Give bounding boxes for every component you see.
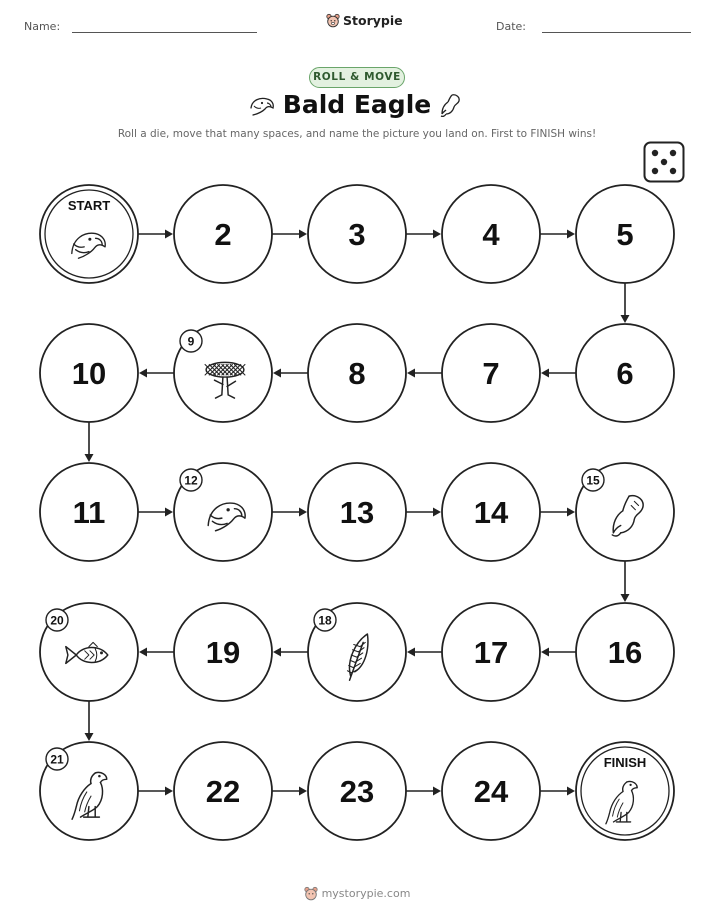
board-space <box>442 603 540 701</box>
path-arrow <box>139 648 174 657</box>
path-arrow <box>138 230 173 239</box>
board-space <box>40 324 138 422</box>
space-number: 13 <box>339 495 375 530</box>
board-space <box>308 603 406 701</box>
space-number: 8 <box>348 356 366 391</box>
space-number: 16 <box>607 635 643 670</box>
space-number: 3 <box>348 217 366 252</box>
path-arrow <box>272 787 307 796</box>
path-arrow <box>540 230 575 239</box>
space-number-badge <box>180 330 202 352</box>
space-number: 23 <box>339 774 375 809</box>
space-number-badge <box>46 609 68 631</box>
path-arrow <box>139 369 174 378</box>
board-space <box>442 463 540 561</box>
finish-space <box>576 742 674 840</box>
path-arrow <box>406 230 441 239</box>
space-number: 11 <box>72 495 106 530</box>
board-space <box>174 185 272 283</box>
board-space <box>174 324 272 422</box>
space-number: 7 <box>482 356 500 391</box>
path-arrow <box>407 648 442 657</box>
name-label: Name: <box>24 20 61 33</box>
board-space <box>174 742 272 840</box>
board-space <box>174 463 272 561</box>
path-arrow <box>138 787 173 796</box>
space-number: 19 <box>205 635 241 670</box>
space-number-badge <box>46 748 68 770</box>
space-number: 5 <box>616 217 634 252</box>
path-arrow <box>541 648 576 657</box>
board-space <box>174 603 272 701</box>
board-space <box>576 185 674 283</box>
space-number: 18 <box>318 613 332 628</box>
board-space <box>40 603 138 701</box>
board-space <box>442 185 540 283</box>
path-arrow <box>273 648 308 657</box>
board-space <box>442 324 540 422</box>
board-space <box>308 742 406 840</box>
space-number: 2 <box>214 217 232 252</box>
path-arrow <box>272 508 307 517</box>
board-space <box>308 185 406 283</box>
board-space <box>40 742 138 840</box>
board-space <box>576 603 674 701</box>
path-arrow <box>85 422 94 462</box>
space-number: 6 <box>616 356 634 391</box>
path-arrow <box>406 508 441 517</box>
path-arrow <box>621 283 630 323</box>
space-number: 15 <box>586 473 600 488</box>
path-arrow <box>540 508 575 517</box>
board-space <box>308 463 406 561</box>
brand-name: Storypie <box>343 13 403 28</box>
start-space <box>40 185 138 283</box>
instructions: Roll a die, move that many spaces, and name the picture you land on. First to FINISH wins! <box>117 128 597 140</box>
path-arrow <box>273 369 308 378</box>
board-space <box>442 742 540 840</box>
board-space <box>308 324 406 422</box>
path-arrow <box>407 369 442 378</box>
path-arrow <box>138 508 173 517</box>
space-number: 21 <box>50 752 64 767</box>
path-arrow <box>541 369 576 378</box>
board-space <box>40 463 138 561</box>
space-number-badge <box>314 609 336 631</box>
space-label: FINISH <box>603 755 647 770</box>
space-number: 10 <box>71 356 107 391</box>
board-space <box>576 324 674 422</box>
space-number: 17 <box>473 635 509 670</box>
game-type-badge: ROLL & MOVE <box>309 67 405 88</box>
space-number: 24 <box>473 774 509 809</box>
space-number-badge <box>180 469 202 491</box>
space-number: 4 <box>482 217 500 252</box>
footer <box>0 886 714 901</box>
path-arrow <box>621 561 630 602</box>
space-number-badge <box>582 469 604 491</box>
board-space <box>576 463 674 561</box>
space-number: 22 <box>205 774 241 809</box>
page-title: Bald Eagle <box>282 90 432 119</box>
path-arrow <box>540 787 575 796</box>
date-label: Date: <box>496 20 526 33</box>
space-label: START <box>67 198 111 213</box>
path-arrow <box>85 701 94 741</box>
path-arrow <box>406 787 441 796</box>
space-number: 14 <box>473 495 509 530</box>
footer-url[interactable]: mystorypie.com <box>321 887 411 900</box>
space-number: 20 <box>50 613 64 628</box>
space-number: 12 <box>184 473 198 488</box>
space-number: 9 <box>187 334 195 349</box>
bear-icon <box>304 886 318 901</box>
path-arrow <box>272 230 307 239</box>
